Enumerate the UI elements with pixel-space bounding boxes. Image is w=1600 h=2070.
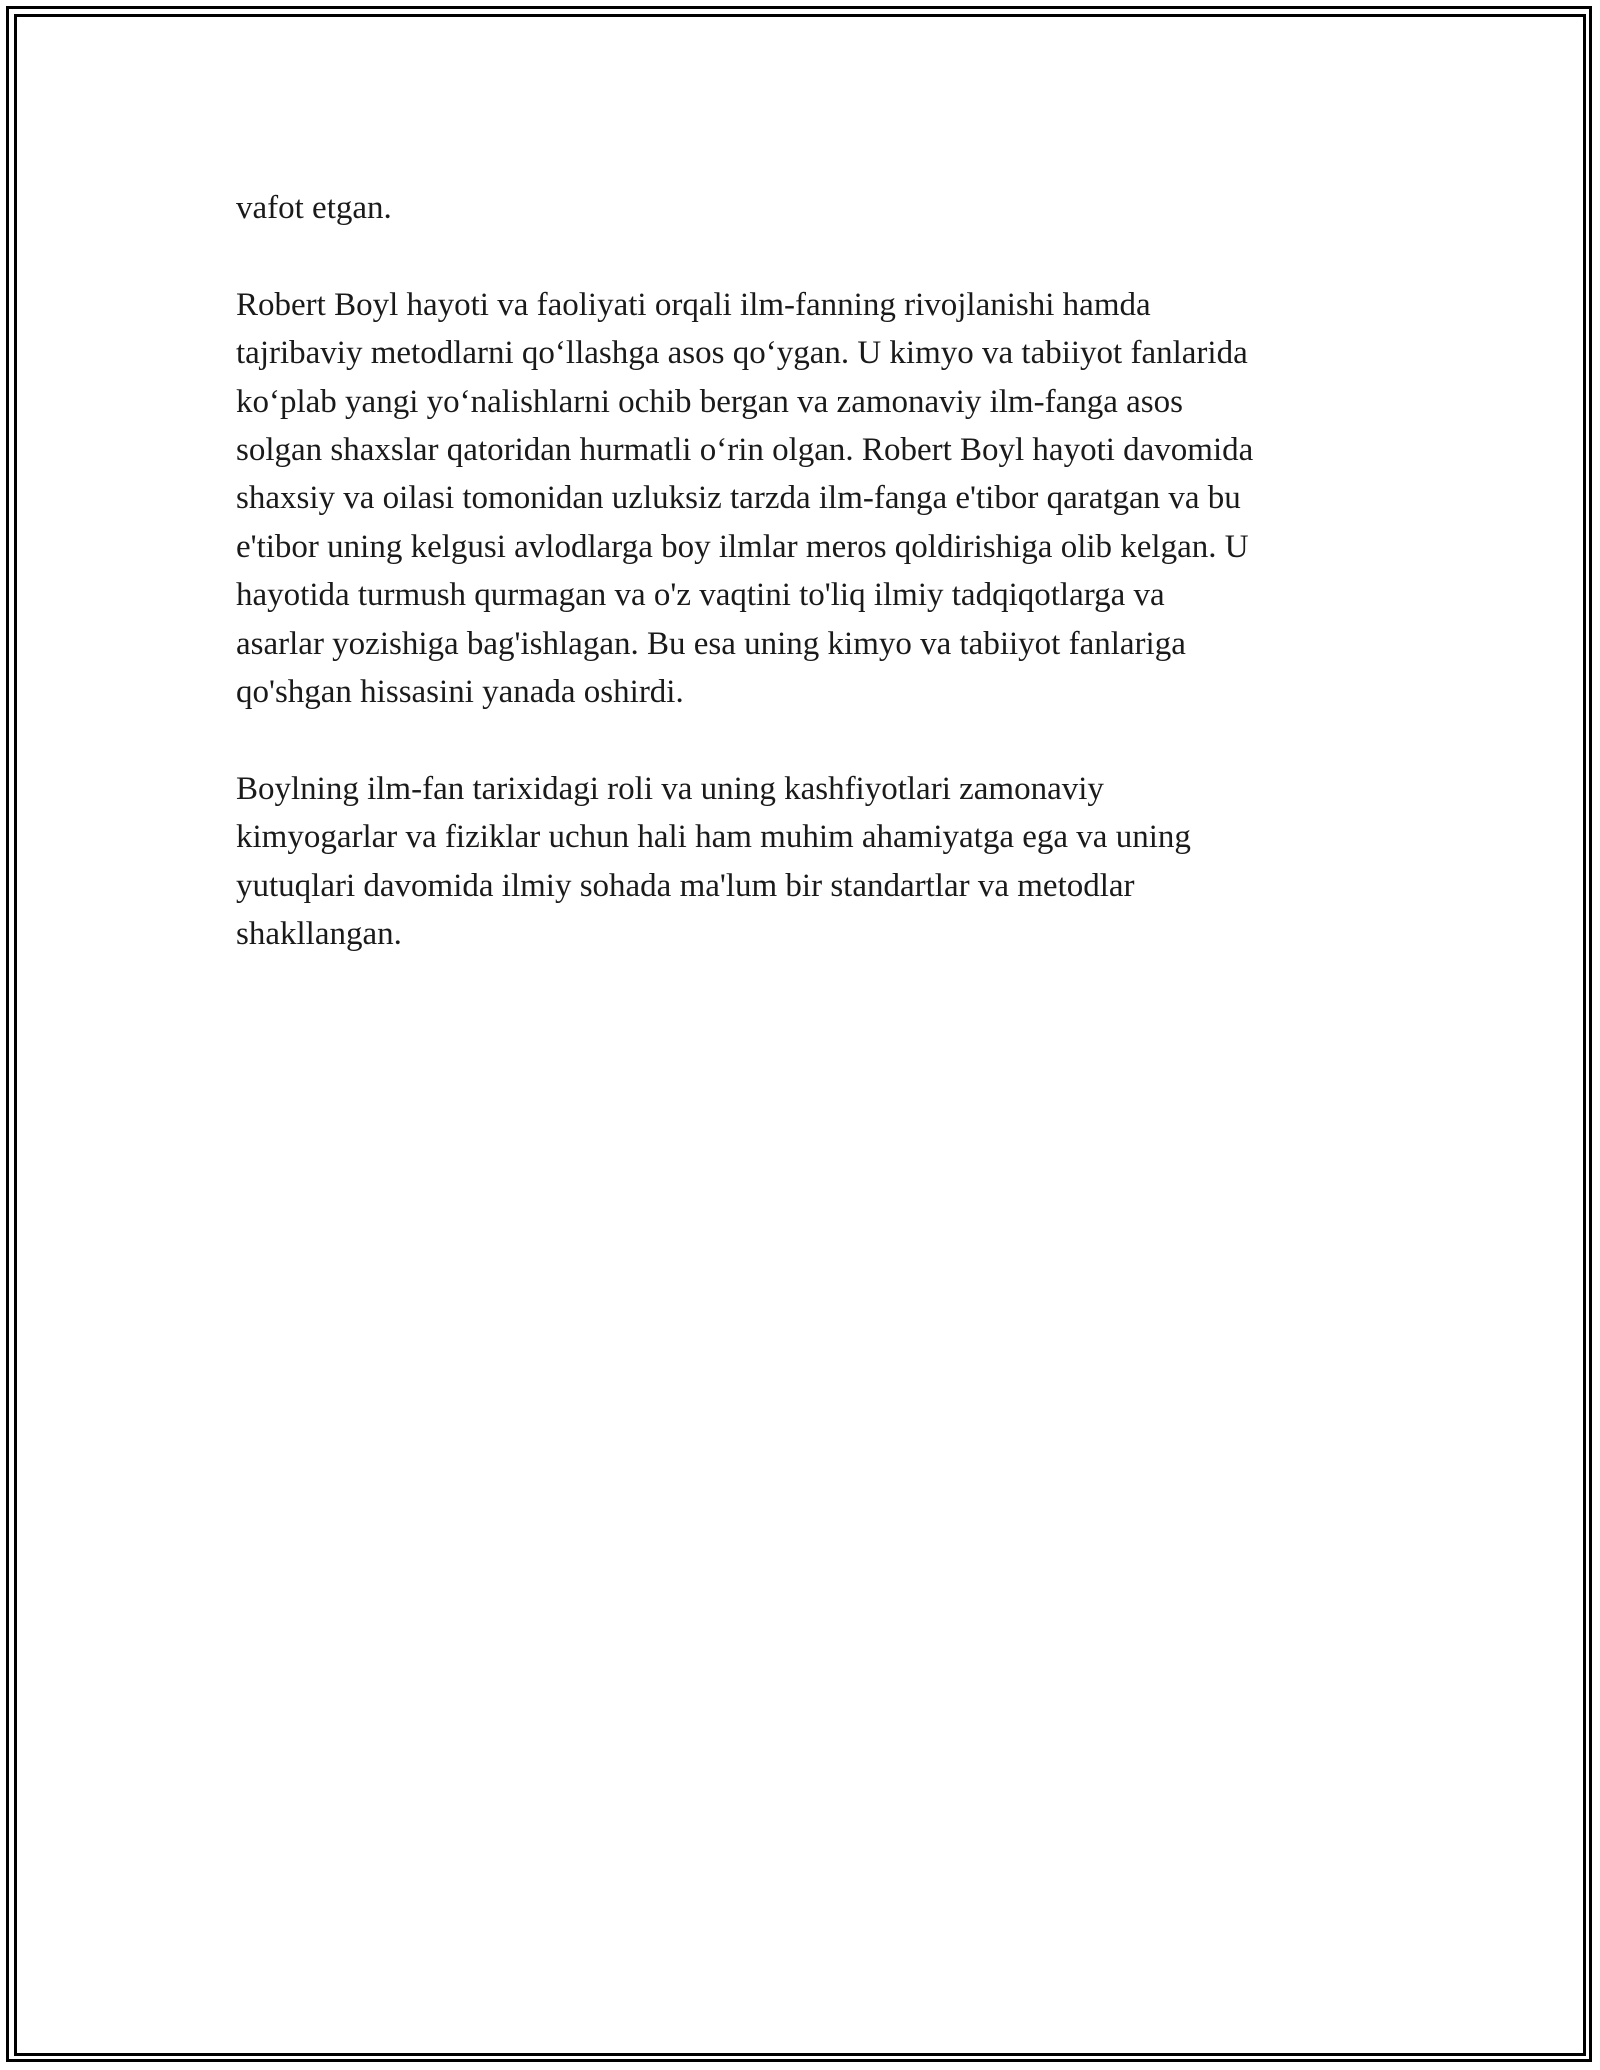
text-line: shaxsiy va oilasi tomonidan uzluksiz tarzda ilm-fanga e'tibor qaratgan va bu [236, 480, 1241, 517]
paragraph-2 [236, 281, 1376, 717]
text-line: solgan shaxslar qatoridan hurmatli o‘rin olgan. Robert Boyl hayoti davomida [236, 432, 1254, 469]
text-line: shakllangan. [236, 916, 402, 953]
text-line: e'tibor uning kelgusi avlodlarga boy ilmlar meros qoldirishiga olib kelgan. U [236, 528, 1249, 565]
document-body [236, 184, 1376, 1007]
text-line: hayotida turmush qurmagan va o'z vaqtini to'liq ilmiy tadqiqotlarga va [236, 577, 1165, 614]
text-line: ko‘plab yangi yo‘nalishlarni ochib bergan va zamonaviy ilm-fanga asos [236, 383, 1183, 420]
text-line: vafot etgan. [236, 190, 392, 226]
paragraph-1 [236, 184, 1376, 232]
text-line: Boylning ilm-fan tarixidagi roli va uning kashfiyotlari zamonaviy [236, 770, 1104, 807]
text-line: Robert Boyl hayoti va faoliyati orqali ilm-fanning rivojlanishi hamda [236, 286, 1151, 323]
text-line: asarlar yozishiga bag'ishlagan. Bu esa uning kimyo va tabiiyot fanlariga [236, 625, 1186, 662]
text-line: yutuqlari davomida ilmiy sohada ma'lum bir standartlar va metodlar [236, 867, 1135, 904]
text-line: kimyogarlar va fiziklar uchun hali ham muhim ahamiyatga ega va uning [236, 819, 1191, 856]
text-line: qo'shgan hissasini yanada oshirdi. [236, 674, 684, 711]
text-line: tajribaviy metodlarni qo‘llashga asos qo‘ygan. U kimyo va tabiiyot fanlarida [236, 335, 1248, 372]
paragraph-3 [236, 765, 1376, 959]
